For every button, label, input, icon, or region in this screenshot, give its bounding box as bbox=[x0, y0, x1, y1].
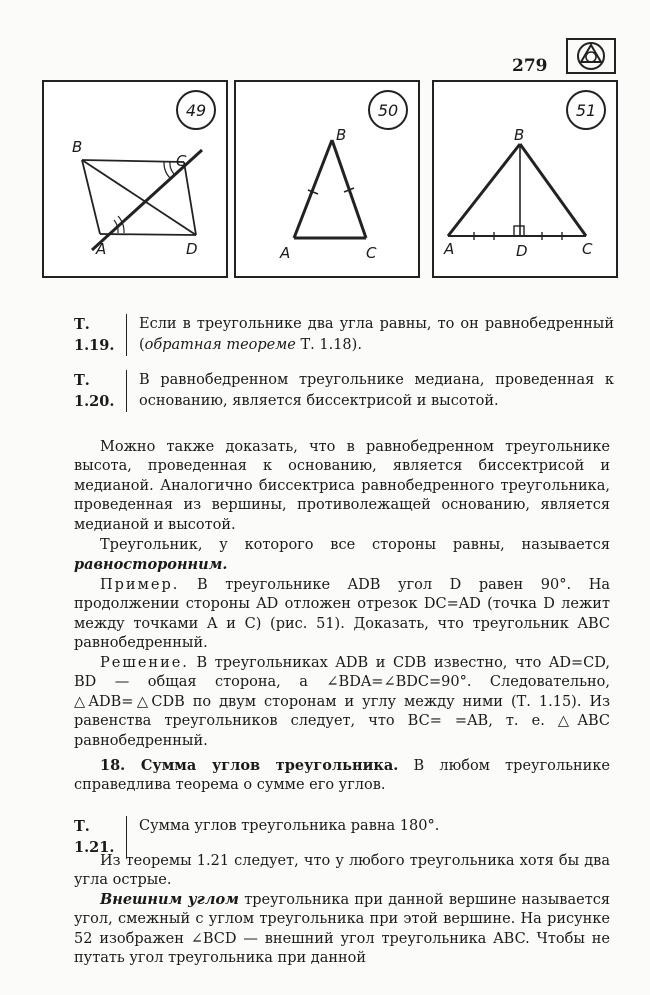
example-label: Пример. bbox=[100, 577, 180, 593]
vertex-label-c: C bbox=[582, 240, 593, 258]
vertex-label-d: D bbox=[516, 242, 528, 260]
vertex-label-c: C bbox=[176, 152, 187, 170]
paragraph-solution bbox=[74, 654, 610, 751]
paragraph-isosceles-properties: Можно также доказать, что в равнобедренном треугольнике высота, проведенная к основанию, является биссектрисой и медианой. Аналогично биссектриса равнобедренного треугольника, проведенная из вершины, противолежащей основанию, является медианой и высотой. bbox=[74, 439, 610, 533]
vertex-label-c: C bbox=[366, 244, 377, 262]
theorem-id: Т. 1.21. bbox=[74, 818, 115, 856]
vertex-label-b: B bbox=[514, 126, 525, 144]
figure-51 bbox=[432, 80, 618, 278]
vertex-label-b: B bbox=[72, 138, 83, 156]
section-text: В любом треугольнике справедлива теорема о сумме его углов. bbox=[74, 758, 610, 794]
theorem-body: В равнобедренном треугольнике медиана, проведенная к основанию, является биссектрисой и высотой. bbox=[126, 370, 614, 412]
vertex-label-a: A bbox=[444, 240, 455, 258]
paragraph-equilateral bbox=[74, 536, 610, 576]
example-text: В треугольнике ADB угол D равен 90°. На продолжении стороны AD отложен отрезок DC=AD (точка D лежит между точками A и C) (рис. 51). Доказать, что треугольник ABC равнобедренный. bbox=[74, 577, 610, 652]
solution-label: Решение. bbox=[100, 655, 189, 671]
figure-50 bbox=[234, 80, 420, 278]
vertex-label-a: A bbox=[96, 240, 107, 258]
figure-number: 49 bbox=[176, 90, 216, 130]
theorem-italic: обратная теореме bbox=[144, 337, 296, 353]
page-number: 279 bbox=[512, 56, 548, 76]
figure-number: 51 bbox=[566, 90, 606, 130]
term-exterior-angle: Внешним углом bbox=[100, 891, 239, 908]
paragraph-corollary: Из теоремы 1.21 следует, что у любого треугольника хотя бы два угла острые. bbox=[74, 853, 610, 889]
paragraph-example bbox=[74, 576, 610, 654]
vertex-label-b: B bbox=[336, 126, 347, 144]
figure-number: 50 bbox=[368, 90, 408, 130]
vertex-label-a: A bbox=[280, 244, 291, 262]
paragraph-text: Треугольник, у которого все стороны равны, называется bbox=[100, 537, 610, 553]
paragraph-exterior-angle bbox=[74, 890, 610, 969]
theorem-body bbox=[126, 314, 614, 356]
theorem-id: Т. 1.19. bbox=[74, 316, 115, 354]
section-title: 18. Сумма углов треугольника. bbox=[100, 757, 399, 774]
term-equilateral: равносторонним. bbox=[74, 556, 228, 574]
theorem-id: Т. 1.20. bbox=[74, 372, 115, 410]
chapter-logo-icon bbox=[566, 38, 616, 74]
theorem-1-20 bbox=[74, 370, 614, 412]
theorem-1-19 bbox=[74, 314, 614, 356]
theorem-text: Если в треугольнике два угла равны, то он равнобедренный ( bbox=[139, 316, 614, 353]
vertex-label-d: D bbox=[186, 240, 198, 258]
section-18 bbox=[74, 756, 610, 796]
theorem-body: Сумма углов треугольника равна 180°. bbox=[126, 816, 439, 858]
paragraph-text: треугольника при данной вершине называется угол, смежный с углом треугольника при этой вершине. На рисунке 52 изображен ∠BCD — внешний угол треугольника ABC. Чтобы не путать угол треугольника при данной bbox=[74, 892, 610, 967]
figure-49 bbox=[42, 80, 228, 278]
theorem-text-end: Т. 1.18). bbox=[295, 337, 362, 353]
solution-text: В треугольниках ADB и CDB известно, что AD=CD, BD — общая сторона, а ∠BDA=∠BDC=90°. Следовательно, △ADB=△CDB по двум сторонам и углу между ними (Т. 1.15). Из равенства треугольников следует, что BC= =AB, т. е. △ABC равнобедренный. bbox=[74, 655, 610, 749]
